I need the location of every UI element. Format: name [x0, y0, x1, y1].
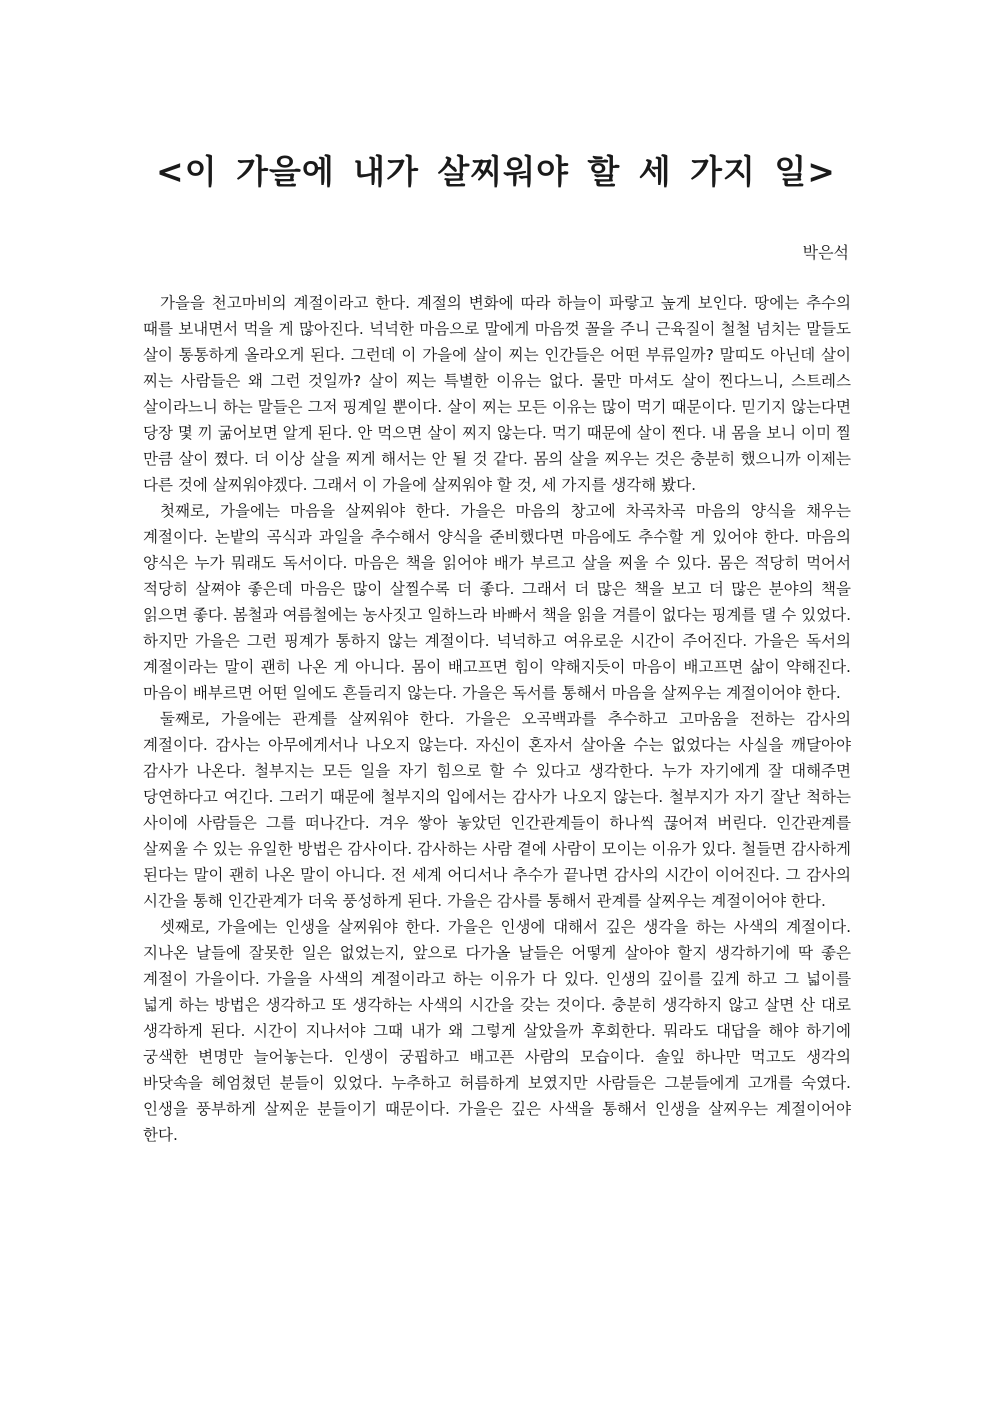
paragraph-third: 셋째로, 가을에는 인생을 살찌워야 한다. 가을은 인생에 대해서 깊은 생각을 하는 사색의 계절이다. 지나온 날들에 잘못한 일은 없었는지, 앞으로 다가올 날들은 어떻게 살아야 할지 생각하기에 딱 좋은 계절이 가을이다. 가을을 사색의 계절이라고 하는 이유가 다 있다. 인생의 깊이를 깊게 하고 그 넓이를 넓게 하는 방법은 생각하고 또 생각하는 사색의 시간을 갖는 것이다. 충분히 생각하지 않고 살면 산 대로 생각하게 된다. 시간이 지나서야 그때 내가 왜 그렇게 살았을까 후회한다. 뭐라도 대답을 해야 하기에 궁색한 변명만 늘어놓는다. 인생이 궁핍하고 배고픈 사람의 모습이다. 솔잎 하나만 먹고도 생각의 바닷속을 헤엄쳤던 분들이 있었다. 누추하고 허름하게 보였지만 사람들은 그분들에게 고개를 숙였다. 인생을 풍부하게 살찌운 분들이기 때문이다. 가을은 깊은 사색을 통해서 인생을 살찌우는 계절이어야 한다.	[143, 918, 851, 1144]
paragraph-second: 둘째로, 가을에는 관계를 살찌워야 한다. 가을은 오곡백과를 추수하고 고마움을 전하는 감사의 계절이다. 감사는 아무에게서나 나오지 않는다. 자신이 혼자서 살아올 수는 없었다는 사실을 깨달아야 감사가 나온다. 철부지는 모든 일을 자기 힘으로 할 수 있다고 생각한다. 누가 자기에게 잘 대해주면 당연하다고 여긴다. 그러기 때문에 철부지의 입에서는 감사가 나오지 않는다. 철부지가 자기 잘난 척하는 사이에 사람들은 그를 떠나간다. 겨우 쌓아 놓았던 인간관계들이 하나씩 끊어져 버린다. 인간관계를 살찌울 수 있는 유일한 방법은 감사이다. 감사하는 사람 곁에 사람이 모이는 이유가 있다. 철들면 감사하게 된다는 말이 괜히 나온 말이 아니다. 전 세계 어디서나 추수가 끝나면 감사의 시간이 이어진다. 그 감사의 시간을 통해 인간관계가 더욱 풍성하게 된다. 가을은 감사를 통해서 관계를 살찌우는 계절이어야 한다.	[143, 710, 851, 910]
paragraph-first: 첫째로, 가을에는 마음을 살찌워야 한다. 가을은 마음의 창고에 차곡차곡 마음의 양식을 채우는 계절이다. 논밭의 곡식과 과일을 추수해서 양식을 준비했다면 마음에도 추수할 게 있어야 한다. 마음의 양식은 누가 뭐래도 독서이다. 마음은 책을 읽어야 배가 부르고 살을 찌울 수 있다. 몸은 적당히 먹어서 적당히 살쪄야 좋은데 마음은 많이 살찔수록 더 좋다. 그래서 더 많은 책을 보고 더 많은 분야의 책을 읽으면 좋다. 봄철과 여름철에는 농사짓고 일하느라 바빠서 책을 읽을 겨를이 없다는 핑계를 댈 수 있었다. 하지만 가을은 그런 핑계가 통하지 않는 계절이다. 넉넉하고 여유로운 시간이 주어진다. 가을은 독서의 계절이라는 말이 괜히 나온 게 아니다. 몸이 배고프면 힘이 약해지듯이 마음이 배고프면 삶이 약해진다. 마음이 배부르면 어떤 일에도 흔들리지 않는다. 가을은 독서를 통해서 마음을 살찌우는 계절이어야 한다.	[143, 502, 851, 702]
author-name: 박은석	[802, 243, 849, 262]
document-body	[143, 290, 851, 1148]
paragraph-intro: 가을을 천고마비의 계절이라고 한다. 계절의 변화에 따라 하늘이 파랗고 높게 보인다. 땅에는 추수의 때를 보내면서 먹을 게 많아진다. 넉넉한 마음으로 말에게 마음껏 꼴을 주니 근육질이 철철 넘치는 말들도 살이 통통하게 올라오게 된다. 그런데 이 가을에 살이 찌는 인간들은 어떤 부류일까? 말띠도 아닌데 살이 찌는 사람들은 왜 그런 것일까? 살이 찌는 특별한 이유는 없다. 물만 마셔도 살이 찐다느니, 스트레스 살이라느니 하는 말들은 그저 핑계일 뿐이다. 살이 찌는 모든 이유는 많이 먹기 때문이다. 믿기지 않는다면 당장 몇 끼 굶어보면 알게 된다. 안 먹으면 살이 찌지 않는다. 먹기 때문에 살이 찐다. 내 몸을 보니 이미 찔 만큼 살이 쪘다. 더 이상 살을 찌게 해서는 안 될 것 같다. 몸의 살을 찌우는 것은 충분히 했으니까 이제는 다른 것에 살찌워야겠다. 그래서 이 가을에 살찌워야 할 것, 세 가지를 생각해 봤다.	[143, 294, 851, 494]
document-title: <이 가을에 내가 살찌워야 할 세 가지 일>	[156, 152, 836, 191]
